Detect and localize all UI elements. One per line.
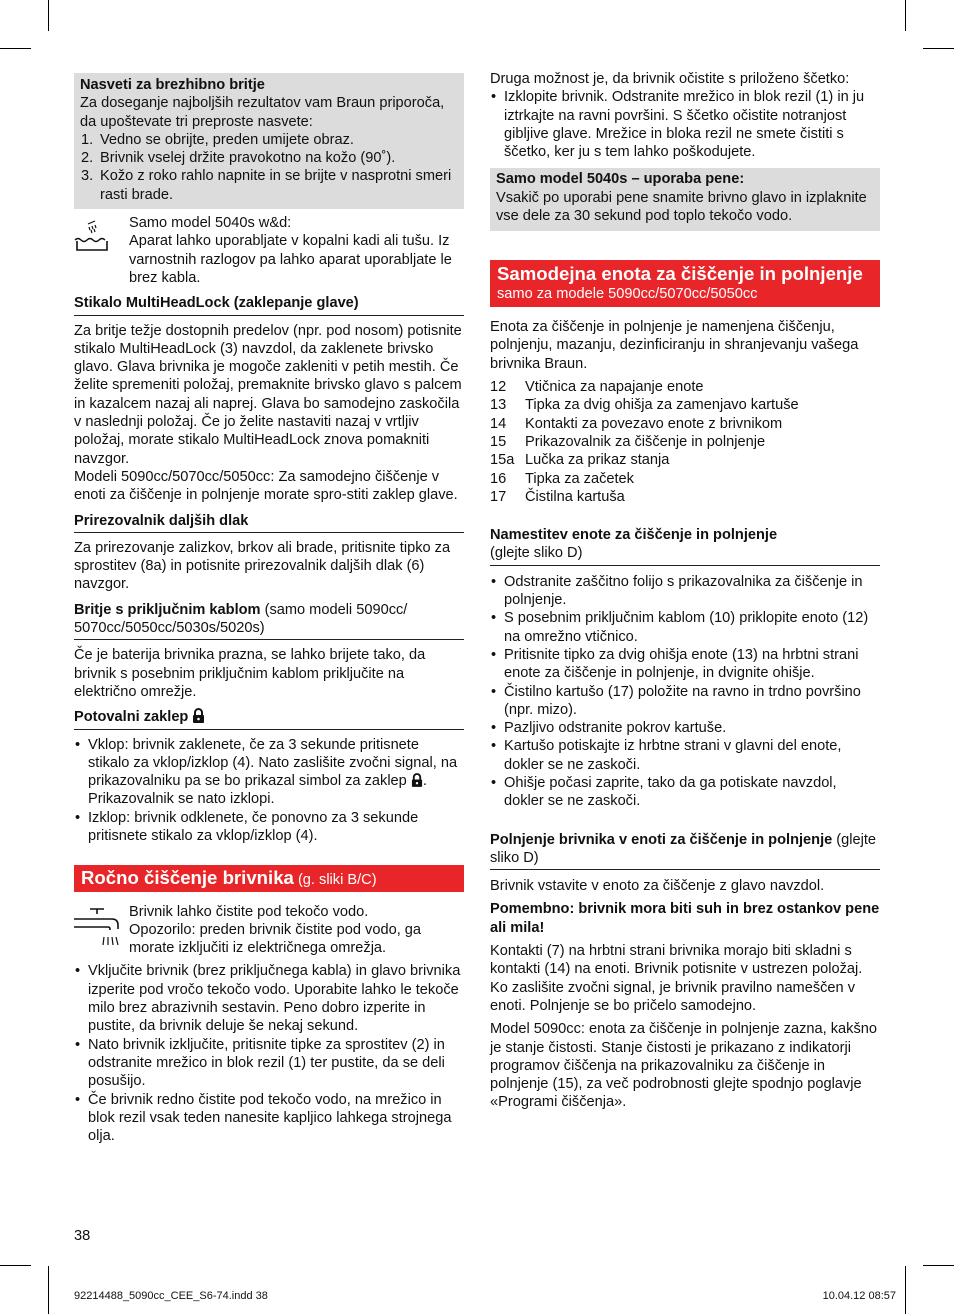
list-item: • Nato brivnik izključite, pritisnite tipke za sprostitev (2) in odstranite mrežico in blok rezil (1) ter pustite, da se deli posušijo. [74,1036,464,1091]
tips-title: Nasveti za brezhibno britje [80,77,265,93]
left-column [74,73,464,1145]
item-number: 3. [81,168,94,185]
list-item: • Če brivnik redno čistite pod tekočo vodo, na mrežico in blok rezil vsak teden nanesite kapljico lahkega strojnega olja. [74,1091,464,1146]
charging-text-contacts: Kontakti (7) na hrbtni strani brivnika morajo biti skladni s kontakti (14) na enoti. Brivnik potisnite v ustrezen položaj. [490,943,863,978]
tap-water-note [74,903,464,958]
part-number: 15a [490,452,515,469]
corded-text: Če je baterija brivnika prazna, se lahko brijete tako, da brivnik s posebnim priključnim kablom priključite na električno omrežje. [74,647,426,700]
wet-dry-model: Samo model 5040s w&d: [129,215,292,232]
station-subtitle: samo za modele 5090cc/5070cc/5050cc [497,285,758,302]
corded-heading [74,601,464,641]
travel-lock-heading [74,708,464,729]
bullet-text-cont: . Prikazovalnik se nato izklopi. [88,773,427,808]
list-item: • Odstranite zaščitno folijo s prikazovalnika za čiščenje in polnjenje. [490,573,880,610]
lock-icon [192,708,205,723]
part-number: 14 [490,415,507,432]
tips-list [80,131,457,204]
part-number: 13 [490,397,507,414]
station-title: Samodejna enota za čiščenje in polnjenje [497,263,863,285]
travel-lock-list [74,736,464,846]
part-label: Čistilna kartuša [525,488,625,505]
list-item: • S posebnim priključnim kablom (10) priklopite enoto (12) na omrežno vtičnico. [490,609,880,646]
charging-heading-bold: Polnjenje brivnika v enoti za čiščenje in polnjenje [490,831,833,848]
footer-file: 92214488_5090cc_CEE_S6-74.indd 38 [74,1290,268,1302]
corded-heading-models: (samo modeli 5090cc/ 5070cc/5050cc/5030s/5020s) [74,601,408,637]
charging-important: Pomembno: brivnik mora biti suh in brez ostankov pene ali mila! [490,901,880,936]
setup-heading-ref: (glejte sliko D) [490,545,583,562]
manual-clean-heading [74,865,464,891]
footer-date: 10.04.12 08:57 [822,1290,896,1302]
page-number: 38 [74,1228,91,1244]
travel-lock-heading-text: Potovalni zaklep [74,709,189,726]
station-intro: Enota za čiščenje in polnjenje je namenjena čiščenju, polnjenju, mazanju, dezinficiranju in shranjevanju vašega brivnika Braun. [490,319,859,372]
list-item [74,736,464,809]
part-label: Tipka za začetek [525,470,634,487]
corded-heading-bold: Britje s priključnim kablom [74,601,261,618]
foam-title: Samo model 5040s – uporaba pene: [496,171,745,188]
manual-clean-subtitle: (g. sliki B/C) [297,872,377,889]
list-item [490,470,799,488]
multihead-text-models: Modeli 5090cc/5070cc/5050cc: Za samodejno čiščenje v enoti za čiščenje in polnjenje morate spro-stiti zaklep glave. [74,468,458,504]
part-label: Vtičnica za napajanje enote [525,379,704,396]
list-item: • Pritisnite tipko za dvig ohišja enote (13) na hrbtni strani enote za čiščenje in polnjenje, in dvignite ohišje. [490,646,880,683]
brush-list [490,88,880,161]
list-item [490,451,799,469]
list-item [80,131,457,149]
list-item [490,378,799,396]
foam-text: Vsakič po uporabi pene snamite brivno glavo in izplaknite vse dele za 30 sekund pod toplo tekočo vodo. [496,189,867,225]
trimmer-heading: Prirezovalnik daljših dlak [74,512,464,533]
list-item: • Čistilno kartušo (17) položite na ravno in trdno površino (npr. mizo). [490,683,880,720]
station-heading [490,260,880,307]
wet-dry-text: Aparat lahko uporabljate v kopalni kadi ali tušu. Iz varnostnih razlogov pa lahko aparat uporabljate le brez kabla. [129,233,452,286]
multihead-heading: Stikalo MultiHeadLock (zaklepanje glave) [74,294,464,315]
list-item [490,396,799,414]
list-item: • Izklopite brivnik. Odstranite mrežico in blok rezil (1) in ju iztrkajte na ravni površini. S ščetko očistite notranjost gibljive glave. Mrežice in bloka rezil ne smete čistiti s ščetko, ker ju s tem lahko poškodujete. [490,88,880,161]
part-number: 12 [490,379,507,396]
item-number: 1. [81,131,94,148]
part-number: 15 [490,433,507,450]
foam-box [490,168,880,231]
item-text: Brivnik vselej držite pravokotno na kožo (90˚). [100,150,396,167]
list-item: • Pazljivo odstranite pokrov kartuše. [490,719,880,737]
trimmer-text: Za prirezovanje zalizkov, brkov ali brade, pritisnite tipko za sprostitev (8a) in potisnite prirezovalnik daljših dlak (6) navzgor. [74,539,451,593]
item-text: Kožo z roko rahlo napnite in se brijte v nasprotni smeri rasti brade. [100,168,452,203]
tips-box [74,73,464,209]
tips-intro: Za doseganje najboljših rezultatov vam Braun priporoča, da upoštevate tri preproste nasvete: [80,95,445,130]
list-item: • Izklop: brivnik odklenete, če ponovno za 3 sekunde pritisnete stikalo za vklop/izklop (4). [74,809,464,846]
tap-water-text: Brivnik lahko čistite pod tekočo vodo. [129,903,369,920]
list-item [490,415,799,433]
setup-heading-bold: Namestitev enote za čiščenje in polnjenje [490,527,778,544]
charging-text-insert: Brivnik vstavite v enoto za čiščenje z glavo navzdol. [490,878,825,895]
list-item: • Kartušo potiskajte iz hrbtne strani v glavni del enote, dokler se ne zaskoči. [490,737,880,774]
tap-water-icon [74,907,122,951]
item-text: Vedno se obrijte, preden umijete obraz. [100,131,354,148]
list-item [490,488,799,506]
part-label: Tipka za dvig ohišja za zamenjavo kartuše [525,397,799,414]
list-item [490,433,799,451]
manual-clean-title: Ročno čiščenje brivnika [81,867,294,889]
list-item: • Ohišje počasi zaprite, tako da ga potiskate navzdol, dokler se ne zaskoči. [490,774,880,811]
list-item [80,149,457,167]
part-label: Lučka za prikaz stanja [525,452,670,469]
lock-icon [411,773,423,787]
list-item [80,167,457,204]
part-number: 16 [490,470,507,487]
multihead-text: Za britje težje dostopnih predelov (npr. pod nosom) potisnite stikalo MultiHeadLock (3) navzdol, da zaklenete brivsko glavo. Glava brivnika je mogoče zakleniti v petih mestih. Če želite spremeniti položaj, premaknite brivsko glavo s palcem in kazalcem nazaj ali naprej. Glava bo samodejno zaskočila v naslednji položaj. Če jo želite nastaviti nazaj v vrtljiv položaj, morate stikalo MultiHeadLock znova pomakniti navzgor. [74,322,462,467]
part-number: 17 [490,488,507,505]
setup-heading [490,526,880,566]
part-label: Kontakti za povezavo enote z brivnikom [525,415,783,432]
shower-bath-icon [74,218,110,254]
setup-list [490,573,880,811]
bullet-text: Vklop: brivnik zaklenete, če za 3 sekunde pritisnete stikalo za vklop/izklop (4). Nato zaslišite zvočni signal, na prikazovalniku pa se bo prikazal simbol za zaklep [88,736,458,790]
brush-intro: Druga možnost je, da brivnik očistite s priloženo ščetko: [490,71,850,87]
list-item: • Vključite brivnik (brez priključnega kabla) in glavo brivnika izperite pod vročo tekočo vodo. Uporabite lahko le tekoče milo brez abrazivnih sestavin. Peno dobro izperite in pustite, da brivnik deluje še nekaj sekund. [74,962,464,1035]
manual-clean-list [74,962,464,1145]
parts-list [490,378,799,506]
item-number: 2. [81,150,94,167]
charging-text-model: Model 5090cc: enota za čiščenje in polnjenje zazna, kakšno je stanje čistosti. Stanje čistosti je prikazano z indikatorji programov čiščenja na prikazovalniku za čiščenje in polnjenje (15), za več podrobnosti glejte spodnjo poglavje «Programi čiščenja». [490,1021,877,1111]
wet-dry-note [74,214,464,287]
charging-heading [490,831,880,871]
charging-text-signal: Ko zaslišite zvočni signal, je brivnik pravilno nameščen v enoti. Polnjenje se bo pričelo samodejno. [490,979,856,1014]
charging-heading-ref: (glejte sliko D) [490,831,877,866]
tap-water-warning: Opozorilo: preden brivnik čistite pod vodo, ga morate izključiti iz električnega omrežja. [129,921,422,957]
part-label: Prikazovalnik za čiščenje in polnjenje [525,433,766,450]
right-column [490,70,880,1112]
